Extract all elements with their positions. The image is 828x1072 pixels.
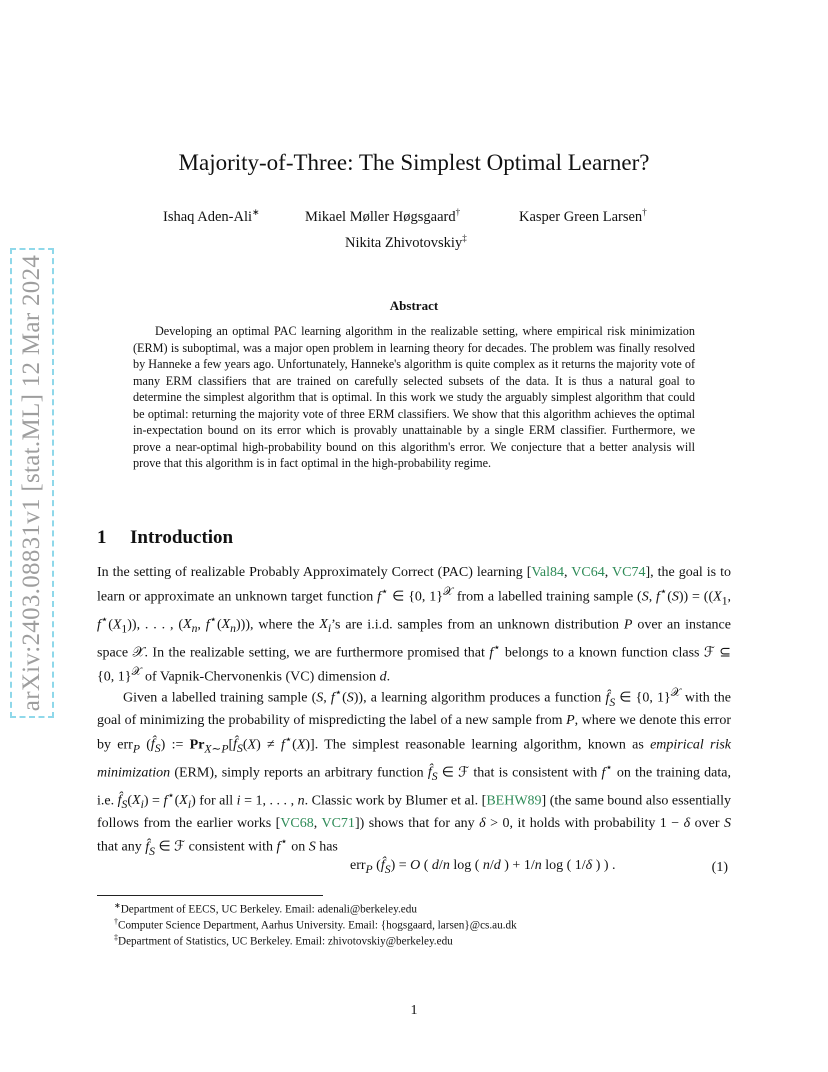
footnote-mark: † <box>114 917 118 926</box>
author-name: Kasper Green Larsen <box>519 208 643 225</box>
footnote-text: Computer Science Department, Aarhus University. Email: {hogsgaard, larsen}@cs.au.dk <box>118 919 517 932</box>
author-name: Nikita Zhivotovskiy <box>345 234 463 251</box>
equation-number: (1) <box>711 860 728 875</box>
abstract-text: Developing an optimal PAC learning algorithm in the realizable setting, where empirical risk minimization (ERM) is suboptimal, was a major open problem in learning theory for decades. The problem was finally resolved by Hanneke a few years ago. Unfortunately, Hanneke's algorithm is quite complex as it returns the majority vote of many ERM classifiers that are trained on carefully selected subsets of the data. It is thus a natural goal to determine the simplest algorithm that is optimal. In this work we study the arguably simplest algorithm that could be optimal: returning the majority vote of three ERM classifiers. We show that this algorithm achieves the optimal in-expectation bound on its error which is provably unattainable by a single ERM classifier. Furthermore, we prove a near-optimal high-probability bound on this algorithm's error. We conjecture that a better analysis will prove that this algorithm is in fact optimal in the high-probability regime. <box>133 324 695 470</box>
author-2 <box>305 207 460 226</box>
citation-link[interactable]: VC64 <box>571 565 605 580</box>
footnote-mark: ∗ <box>114 901 121 910</box>
footnote-mark: ‡ <box>114 933 118 942</box>
footnote-3 <box>114 933 453 948</box>
citation-link[interactable]: VC68 <box>280 815 314 831</box>
citation-link[interactable]: Val84 <box>531 565 565 580</box>
author-mark: ‡ <box>462 233 467 243</box>
citation-link[interactable]: BEHW89 <box>486 793 542 809</box>
author-3 <box>519 207 647 226</box>
page-number: 1 <box>410 1003 418 1018</box>
equation-1 <box>97 852 731 892</box>
intro-paragraph-1: In the setting of realizable Probably Approximately Correct (PAC) learning [Val84, VC64, VC74], the goal is to learn or approximate an unknown target function f⋆ ∈ {0, 1}$^𝒳$ from a labelled training sample (S, $f^⋆(S)) = ((X_1$, $f^⋆(X_1)$), . . . , ($X_n$, $f^⋆(X_n)$)), where the $X_i’s$ are i.i.d. samples from an unknown distribution P over an instance space 𝒳. In the realizable setting, we are furthermore promised that f⋆ belongs to a known function class ℱ ⊆ {0, 1}$^𝒳$ of Vapnik-Chervonenkis (VC) dimension d. <box>97 565 732 685</box>
citation-link[interactable]: VC71 <box>321 815 355 831</box>
footnote-text: Department of Statistics, UC Berkeley. Email: zhivotovskiy@berkeley.edu <box>118 935 453 948</box>
arxiv-id: arXiv:2403.08831v1 [stat.ML] 12 Mar 2024 <box>18 254 45 712</box>
equation-body: err$_P$ $(f̂_S) = O$ ( d/n log ( n/d ) + 1/n log ( 1/δ ) ) . <box>350 858 616 876</box>
abstract-heading: Abstract <box>389 298 439 313</box>
arxiv-stamp <box>10 248 54 718</box>
author-name: Mikael Møller Høgsgaard <box>305 208 456 225</box>
author-mark: ∗ <box>252 207 260 217</box>
intro-paragraph-2: Given a labelled training sample (S, f⋆(S)), a learning algorithm produces a function $f̂_S$ ∈ {0, 1}$^𝒳$ with the goal of minimizing the probability of mispredicting the label of a new sample from P, where we denote this error by err$_P$ $(f̂_S)$ := $Pr_{X\sim P}[f̂_S(X) \ne f^⋆(X)]$. The simplest reasonable learning algorithm, known as empirical risk minimization (ERM), simply reports an arbitrary function $f̂_S$ ∈ ℱ that is consistent with f⋆ on the training data, i.e. $f̂_S(X_i) = f^⋆(X_i)$ for all i = 1, . . . , n. Classic work by Blumer et al. [BEHW89] (the same bound also essentially follows from the earlier works [VC68, VC71]) shows that for any δ > 0, it holds with probability 1 − δ over S that any $f̂_S$ ∈ ℱ consistent with f⋆ on S has <box>97 686 732 858</box>
author-name: Ishaq Aden-Ali <box>163 208 252 225</box>
author-mark: † <box>642 207 647 217</box>
paper-title: Majority-of-Three: The Simplest Optimal Learner? <box>178 150 650 175</box>
footnote-text: Department of EECS, UC Berkeley. Email: adenali@berkeley.edu <box>120 903 417 916</box>
citation-link[interactable]: VC74 <box>612 565 646 580</box>
section-heading <box>97 527 233 549</box>
author-1 <box>163 207 260 226</box>
footnote-1 <box>114 901 417 916</box>
footnote-2 <box>114 917 517 932</box>
author-mark: † <box>455 207 461 217</box>
author-4 <box>345 233 467 252</box>
footnote-divider <box>97 895 323 896</box>
section-number: 1 <box>97 527 107 548</box>
section-title: Introduction <box>130 527 234 548</box>
